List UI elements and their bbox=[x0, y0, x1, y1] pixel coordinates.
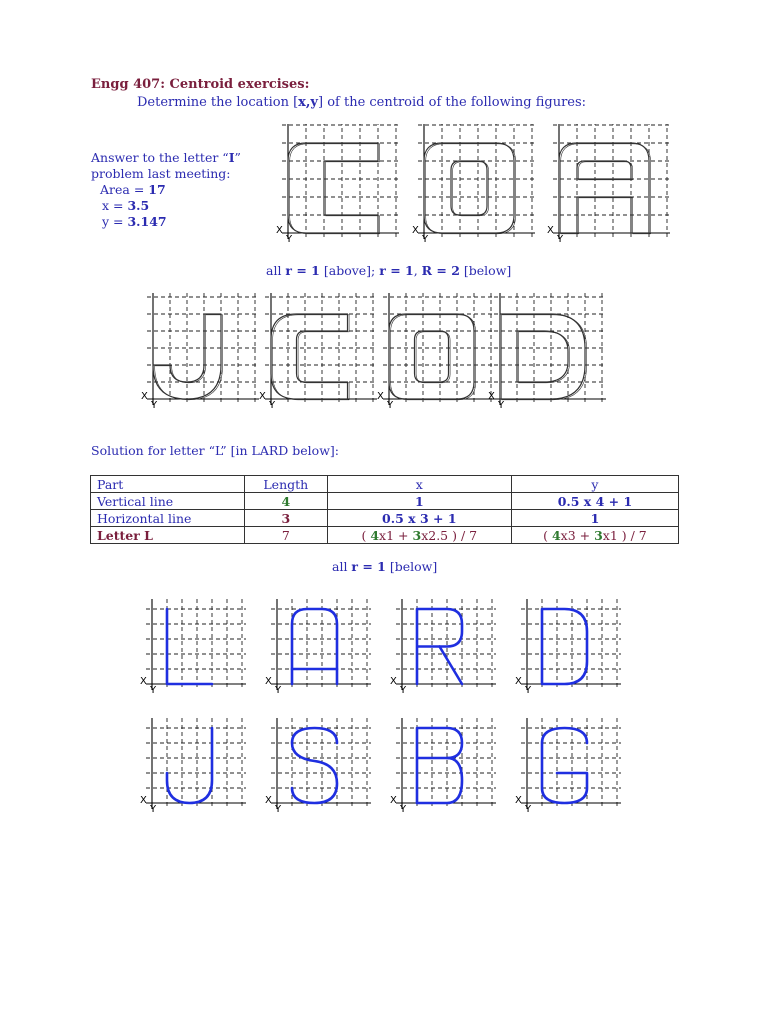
grid-svg bbox=[268, 597, 386, 697]
y-axis-label: Y bbox=[286, 234, 293, 245]
axes bbox=[521, 599, 621, 690]
letter-c2-shape bbox=[271, 314, 349, 400]
grid-svg bbox=[518, 597, 636, 697]
dashed-grid bbox=[521, 599, 621, 690]
axes bbox=[265, 293, 377, 405]
cell-part: Horizontal line bbox=[91, 510, 245, 527]
figure-letter-r-row3 bbox=[390, 597, 511, 697]
cell-y: 1 bbox=[511, 510, 678, 527]
letter-d-shape bbox=[542, 609, 587, 684]
y-axis-label: Y bbox=[422, 234, 429, 245]
table-header-row bbox=[91, 476, 679, 493]
axes bbox=[282, 124, 399, 239]
x-axis-label: X bbox=[547, 225, 554, 236]
dashed-grid bbox=[146, 718, 246, 809]
axes bbox=[146, 599, 246, 690]
instructions-pre: Determine the location [ bbox=[137, 95, 299, 110]
cell-part-total: Letter L bbox=[91, 527, 245, 544]
figure-letter-c-row2 bbox=[261, 293, 379, 413]
cell-part: Vertical line bbox=[91, 493, 245, 510]
grid-svg bbox=[143, 597, 261, 697]
figure-letter-o-row2 bbox=[379, 293, 497, 413]
instructions bbox=[137, 95, 586, 110]
table-total-row bbox=[91, 527, 679, 544]
figure-letter-s-row4 bbox=[265, 705, 386, 820]
cell-y-total: ( 4x3 + 3x1 ) / 7 bbox=[511, 527, 678, 544]
axes bbox=[396, 599, 496, 690]
answer-block bbox=[91, 150, 241, 230]
header-y: y bbox=[511, 476, 678, 493]
axes bbox=[271, 599, 371, 690]
caption-r1: all r = 1 [below] bbox=[332, 559, 438, 574]
dashed-grid bbox=[271, 599, 371, 690]
dashed-grid bbox=[282, 124, 399, 239]
instructions-post: ] of the centroid of the following figures: bbox=[318, 95, 587, 110]
axes bbox=[553, 124, 670, 239]
x-axis-label: X bbox=[377, 391, 384, 402]
y-axis-label: Y bbox=[275, 685, 282, 696]
figure-letter-b-row4 bbox=[390, 705, 511, 820]
y-axis-label: Y bbox=[275, 804, 282, 815]
letter-j-shape bbox=[153, 314, 223, 400]
axes bbox=[396, 718, 496, 809]
header-part: Part bbox=[91, 476, 245, 493]
figure-letter-g-row4 bbox=[515, 705, 636, 820]
axes bbox=[147, 293, 259, 405]
cell-x: 0.5 x 3 + 1 bbox=[327, 510, 511, 527]
grid-svg bbox=[143, 705, 261, 820]
page-title: Engg 407: Centroid exercises: bbox=[91, 77, 310, 92]
y-axis-label: Y bbox=[525, 804, 532, 815]
figure-letter-j-row2 bbox=[143, 293, 261, 413]
cell-length: 3 bbox=[244, 510, 327, 527]
x-axis-label: X bbox=[390, 795, 397, 806]
letter-l-shape bbox=[167, 609, 212, 684]
y-axis-label: Y bbox=[525, 685, 532, 696]
grid-svg bbox=[548, 124, 670, 244]
letter-r-shape bbox=[417, 609, 462, 684]
letter-c-shape bbox=[288, 143, 380, 234]
dashed-grid bbox=[265, 293, 377, 405]
y-axis-label: Y bbox=[498, 400, 505, 411]
dashed-grid bbox=[521, 718, 621, 809]
figure-letter-c-row1 bbox=[277, 124, 399, 244]
grid-svg bbox=[413, 124, 535, 244]
letter-a-shape bbox=[292, 609, 337, 684]
header-length: Length bbox=[244, 476, 327, 493]
instructions-bold: x,y bbox=[298, 95, 318, 110]
figure-letter-l-row3 bbox=[140, 597, 261, 697]
x-axis-label: X bbox=[140, 676, 147, 687]
dashed-grid bbox=[553, 124, 670, 239]
figure-letter-d-row3 bbox=[515, 597, 636, 697]
letter-g-shape bbox=[542, 728, 587, 803]
axes bbox=[418, 124, 535, 239]
y-axis-label: Y bbox=[557, 234, 564, 245]
letter-a-shape bbox=[559, 143, 651, 234]
answer-line1: Answer to the letter “I” bbox=[91, 150, 241, 165]
x-axis-label: X bbox=[265, 676, 272, 687]
figure-letter-a-row3 bbox=[265, 597, 386, 697]
caption-radii: all r = 1 [above]; r = 1, R = 2 [below] bbox=[266, 263, 512, 278]
y-axis-label: Y bbox=[269, 400, 276, 411]
figure-letter-j-row4 bbox=[140, 705, 261, 820]
x-axis-label: X bbox=[515, 676, 522, 687]
dashed-grid bbox=[147, 293, 259, 405]
x-axis-label: X bbox=[140, 795, 147, 806]
axes bbox=[146, 718, 246, 809]
solution-heading: Solution for letter “L” [in LARD below]: bbox=[91, 443, 339, 458]
x-axis-label: X bbox=[515, 795, 522, 806]
grid-svg bbox=[393, 597, 511, 697]
figure-letter-o-row1 bbox=[413, 124, 535, 244]
grid-svg bbox=[268, 705, 386, 820]
table-row bbox=[91, 493, 679, 510]
dashed-grid bbox=[146, 599, 246, 690]
dashed-grid bbox=[494, 293, 606, 405]
header-x: x bbox=[327, 476, 511, 493]
y-axis-label: Y bbox=[387, 400, 394, 411]
axes bbox=[521, 718, 621, 809]
cell-x: 1 bbox=[327, 493, 511, 510]
y-axis-label: Y bbox=[150, 804, 157, 815]
table-row bbox=[91, 510, 679, 527]
answer-x: x = 3.5 bbox=[102, 198, 150, 213]
x-axis-label: X bbox=[141, 391, 148, 402]
x-axis-label: X bbox=[412, 225, 419, 236]
letter-s-shape bbox=[292, 728, 337, 803]
grid-svg bbox=[261, 293, 379, 413]
y-axis-label: Y bbox=[150, 685, 157, 696]
figure-letter-a-row1 bbox=[548, 124, 670, 244]
letter-b-shape bbox=[417, 728, 462, 803]
x-axis-label: X bbox=[488, 391, 495, 402]
axes bbox=[383, 293, 495, 405]
grid-svg bbox=[277, 124, 399, 244]
letter-j-shape bbox=[167, 728, 212, 803]
cell-y: 0.5 x 4 + 1 bbox=[511, 493, 678, 510]
figure-letter-d-row2 bbox=[490, 293, 608, 413]
answer-y: y = 3.147 bbox=[102, 214, 167, 229]
dashed-grid bbox=[396, 718, 496, 809]
x-axis-label: X bbox=[390, 676, 397, 687]
y-axis-label: Y bbox=[400, 685, 407, 696]
grid-svg bbox=[393, 705, 511, 820]
x-axis-label: X bbox=[276, 225, 283, 236]
dashed-grid bbox=[383, 293, 495, 405]
letter-o-shape bbox=[424, 143, 516, 234]
cell-x-total: ( 4x1 + 3x2.5 ) / 7 bbox=[327, 527, 511, 544]
cell-length: 4 bbox=[244, 493, 327, 510]
letter-o-shape bbox=[389, 314, 476, 400]
dashed-grid bbox=[418, 124, 535, 239]
x-axis-label: X bbox=[259, 391, 266, 402]
solution-table bbox=[90, 475, 679, 544]
axes bbox=[494, 293, 606, 405]
x-axis-label: X bbox=[265, 795, 272, 806]
cell-length-total: 7 bbox=[244, 527, 327, 544]
letter-d-shape bbox=[500, 314, 587, 400]
grid-svg bbox=[490, 293, 608, 413]
answer-line2: problem last meeting: bbox=[91, 166, 231, 181]
y-axis-label: Y bbox=[400, 804, 407, 815]
dashed-grid bbox=[396, 599, 496, 690]
answer-area: Area = 17 bbox=[100, 182, 166, 197]
grid-svg bbox=[143, 293, 261, 413]
y-axis-label: Y bbox=[151, 400, 158, 411]
grid-svg bbox=[518, 705, 636, 820]
grid-svg bbox=[379, 293, 497, 413]
